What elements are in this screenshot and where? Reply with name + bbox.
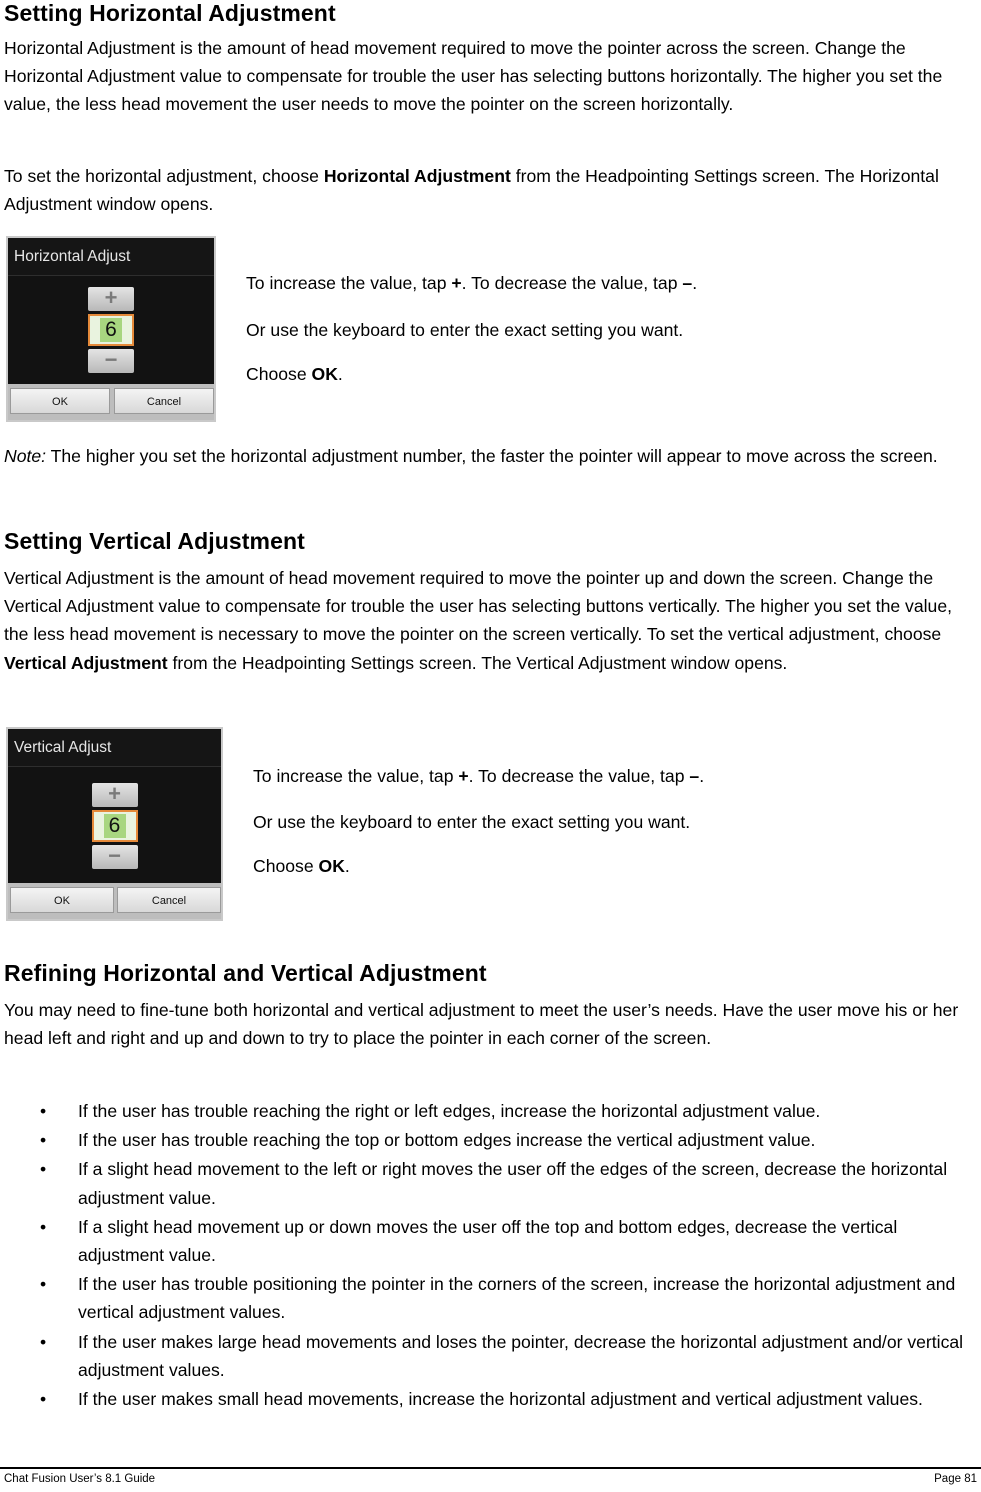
value-stepper <box>88 287 134 373</box>
ok-bold: OK <box>318 856 345 876</box>
horizontal-instruction-3 <box>246 363 343 385</box>
ok-button-image: OK <box>10 887 114 913</box>
minus-icon: − <box>88 349 134 373</box>
value-number: 6 <box>105 318 117 341</box>
instr-text: . To decrease the value, tap <box>461 273 683 293</box>
heading-horizontal-adjustment: Setting Horizontal Adjustment <box>4 0 336 26</box>
cancel-button-image: Cancel <box>114 388 214 414</box>
bullet-icon: • <box>40 1216 47 1237</box>
instr-text: Choose <box>253 856 319 876</box>
bullet-icon: • <box>40 1389 47 1410</box>
instr-text: To increase the value, tap <box>246 273 452 293</box>
plus-icon: + <box>92 783 138 807</box>
horizontal-choose-prefix: To set the horizontal adjustment, choose <box>4 166 324 186</box>
footer-guide-title: Chat Fusion User’s 8.1 Guide <box>4 1473 156 1485</box>
refining-intro-paragraph: You may need to fine-tune both horizontal and vertical adjustment to meet the user’s needs. Have the user move his or her head left and right and up and down to try to place the pointer in each corner of the screen. <box>4 1000 959 1049</box>
footer-divider <box>0 1467 981 1469</box>
dialog-title: Vertical Adjust <box>8 729 221 767</box>
bullet-icon: • <box>40 1130 47 1151</box>
vertical-intro-bold: Vertical Adjustment <box>4 652 168 673</box>
bullet-item <box>4 1155 979 1211</box>
vertical-adjust-dialog-screenshot <box>6 727 223 921</box>
dialog-button-row <box>8 883 221 919</box>
bullet-icon: • <box>40 1159 47 1180</box>
ok-bold: OK <box>311 364 338 384</box>
bullet-item <box>4 1097 979 1125</box>
horizontal-intro-paragraph: Horizontal Adjustment is the amount of head movement required to move the pointer across the screen. Change the Horizontal Adjustment value to compensate for trouble the user has selecting buttons horizontally. The higher you set the value, the less head movement the user needs to move the pointer on the screen horizontally. <box>4 38 943 115</box>
horizontal-choose-paragraph <box>4 162 979 218</box>
footer-page-number: Page 81 <box>934 1473 977 1485</box>
bullet-icon: • <box>40 1101 47 1121</box>
instr-text: . <box>344 856 350 876</box>
minus-icon: − <box>92 845 138 869</box>
bullet-icon: • <box>40 1274 47 1295</box>
heading-vertical-adjustment: Setting Vertical Adjustment <box>4 528 305 554</box>
instr-text: To increase the value, tap <box>253 766 459 786</box>
bullet-text: If a slight head movement up or down moves the user off the top and bottom edges, decrease the vertical adjustment value. <box>78 1216 898 1266</box>
horizontal-choose-bold: Horizontal Adjustment <box>323 166 511 186</box>
vertical-intro-paragraph <box>4 564 979 677</box>
vertical-instruction-3 <box>253 855 350 877</box>
plus-symbol: + <box>458 766 469 786</box>
heading-refining-adjustment: Refining Horizontal and Vertical Adjustment <box>4 960 487 986</box>
horizontal-choose-suffix: from the Headpointing Settings screen. The Horizontal Adjustment window opens. <box>4 166 939 215</box>
minus-symbol: – <box>682 273 693 293</box>
minus-symbol: – <box>689 766 700 786</box>
bullet-text: If the user makes small head movements, increase the horizontal adjustment and vertical adjustment values. <box>78 1389 923 1410</box>
horizontal-adjust-dialog-screenshot <box>6 236 216 422</box>
instr-text: . <box>337 364 343 384</box>
value-field <box>88 314 134 346</box>
bullet-item <box>4 1385 979 1413</box>
bullet-text: If the user has trouble positioning the pointer in the corners of the screen, increase the horizontal adjustment and vertical adjustment values. <box>78 1274 956 1323</box>
horizontal-note-paragraph <box>4 442 979 470</box>
vertical-intro-b: from the Headpointing Settings screen. The Vertical Adjustment window opens. <box>167 652 788 673</box>
value-field <box>92 810 138 842</box>
value-number: 6 <box>108 814 121 837</box>
note-text: The higher you set the horizontal adjustment number, the faster the pointer will appear to move across the screen. <box>46 446 938 466</box>
bullet-icon: • <box>40 1331 47 1352</box>
plus-symbol: + <box>451 273 462 293</box>
bullet-text: If the user makes large head movements and loses the pointer, decrease the horizontal adjustment and/or vertical adjustment values. <box>78 1331 964 1380</box>
refining-bullet-list <box>4 1097 979 1414</box>
bullet-text: If the user has trouble reaching the right or left edges, increase the horizontal adjustment value. <box>78 1101 821 1121</box>
instr-text: . To decrease the value, tap <box>468 766 690 786</box>
ok-button-image: OK <box>10 388 110 414</box>
vertical-instruction-1 <box>253 765 704 787</box>
instr-text: Choose <box>246 364 312 384</box>
bullet-item <box>4 1328 979 1384</box>
value-stepper <box>92 783 138 869</box>
dialog-title: Horizontal Adjust <box>8 238 214 276</box>
horizontal-instruction-2: Or use the keyboard to enter the exact setting you want. <box>246 320 684 340</box>
note-label: Note: <box>4 446 47 466</box>
bullet-item <box>4 1213 979 1269</box>
vertical-instruction-2: Or use the keyboard to enter the exact setting you want. <box>253 812 691 832</box>
bullet-item <box>4 1126 979 1154</box>
vertical-intro-a: Vertical Adjustment is the amount of head movement required to move the pointer up and down the screen. Change the Vertical Adjustment value to compensate for trouble the user has selecting buttons vertically. The higher you set the value, the less head movement is necessary to move the pointer on the screen vertically. To set the vertical adjustment, choose <box>4 568 952 645</box>
instr-text: . <box>699 766 705 786</box>
bullet-text: If the user has trouble reaching the top or bottom edges increase the vertical adjustment value. <box>78 1130 816 1151</box>
bullet-item <box>4 1270 979 1326</box>
bullet-text: If a slight head movement to the left or right moves the user off the edges of the screen, decrease the horizontal adjustment value. <box>78 1159 948 1208</box>
cancel-button-image: Cancel <box>117 887 221 913</box>
dialog-button-row <box>8 384 214 420</box>
plus-icon: + <box>88 287 134 311</box>
instr-text: . <box>692 273 698 293</box>
horizontal-instruction-1 <box>246 272 697 294</box>
